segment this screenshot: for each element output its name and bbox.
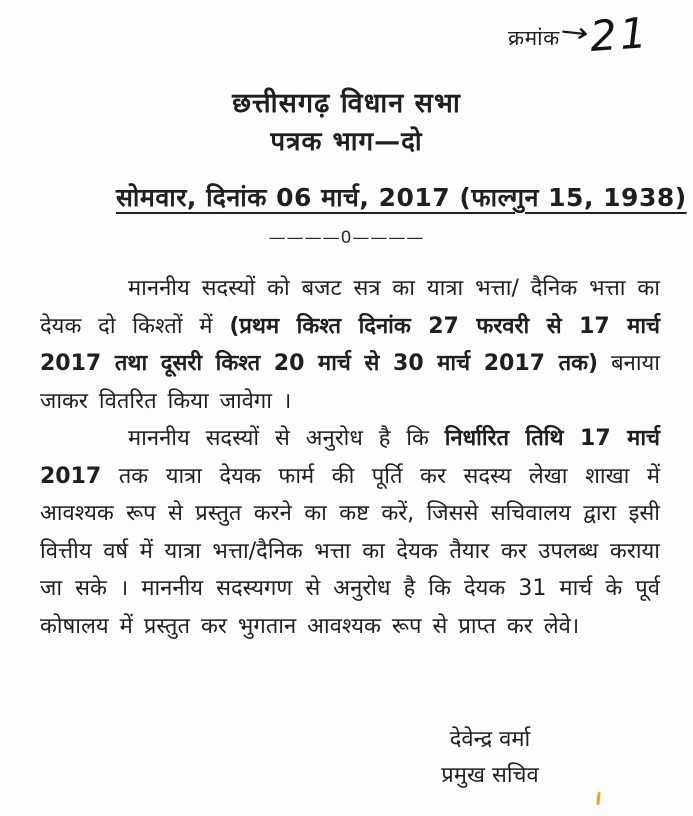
- org-title: छत्तीसगढ़ विधान सभा: [232, 88, 461, 119]
- section-separator: ————0————: [268, 228, 425, 248]
- date-line: सोमवार, दिनांक 06 मार्च, 2017 (फाल्गुन 15, 1938): [116, 183, 687, 212]
- para1-text-end: बनाया जाकर वितरित किया जावेगा ।: [40, 351, 661, 414]
- body-paragraph-2: [40, 420, 660, 645]
- para2-text-start: माननीय सदस्यों से अनुरोध है कि: [128, 426, 445, 451]
- handwritten-arrow-icon: →: [557, 16, 592, 50]
- signature-block: [390, 722, 590, 794]
- scan-artifact: [596, 792, 600, 805]
- doc-part-title: पत्रक भाग—दो: [270, 127, 423, 157]
- serial-number-block: [507, 7, 651, 62]
- signatory-designation: प्रमुख सचिव: [441, 763, 539, 788]
- body-paragraph-1: [40, 270, 660, 420]
- signatory-name: देवेन्द्र वर्मा: [449, 727, 531, 752]
- para2-text-end: तक यात्रा देयक फार्म की पूर्ति कर सदस्य लेखा शाखा में आवश्यक रूप से प्रस्तुत करने का कष्ट करें, जिससे सचिवालय द्वारा इसी वित्तीय वर्ष में यात्रा भत्ता/दैनिक भत्ता का देयक तैयार कर उपलब्ध कराया जा सके । माननीय सदस्यगण से अनुरोध है कि देयक 31 मार्च के पूर्व कोषालय में प्रस्तुत कर भुगतान आवश्यक रूप से प्राप्त कर लेवे।: [40, 463, 660, 639]
- para2-bold-deadline: निर्धारित तिथि 17 मार्च 2017: [40, 426, 660, 489]
- para1-text-start: माननीय सदस्यों को बजट सत्र का यात्रा भत्ता/ दैनिक भत्ता का देयक दो किश्तों में: [40, 276, 660, 339]
- para1-bold-dates: (प्रथम किश्त दिनांक 27 फरवरी से 17 मार्च 2017 तथा दूसरी किश्त 20 मार्च से 30 मार्च 2017 तक): [40, 313, 661, 376]
- serial-label: क्रमांक: [507, 26, 560, 50]
- letterhead: [0, 84, 693, 160]
- serial-number-handwritten: 21: [587, 7, 651, 62]
